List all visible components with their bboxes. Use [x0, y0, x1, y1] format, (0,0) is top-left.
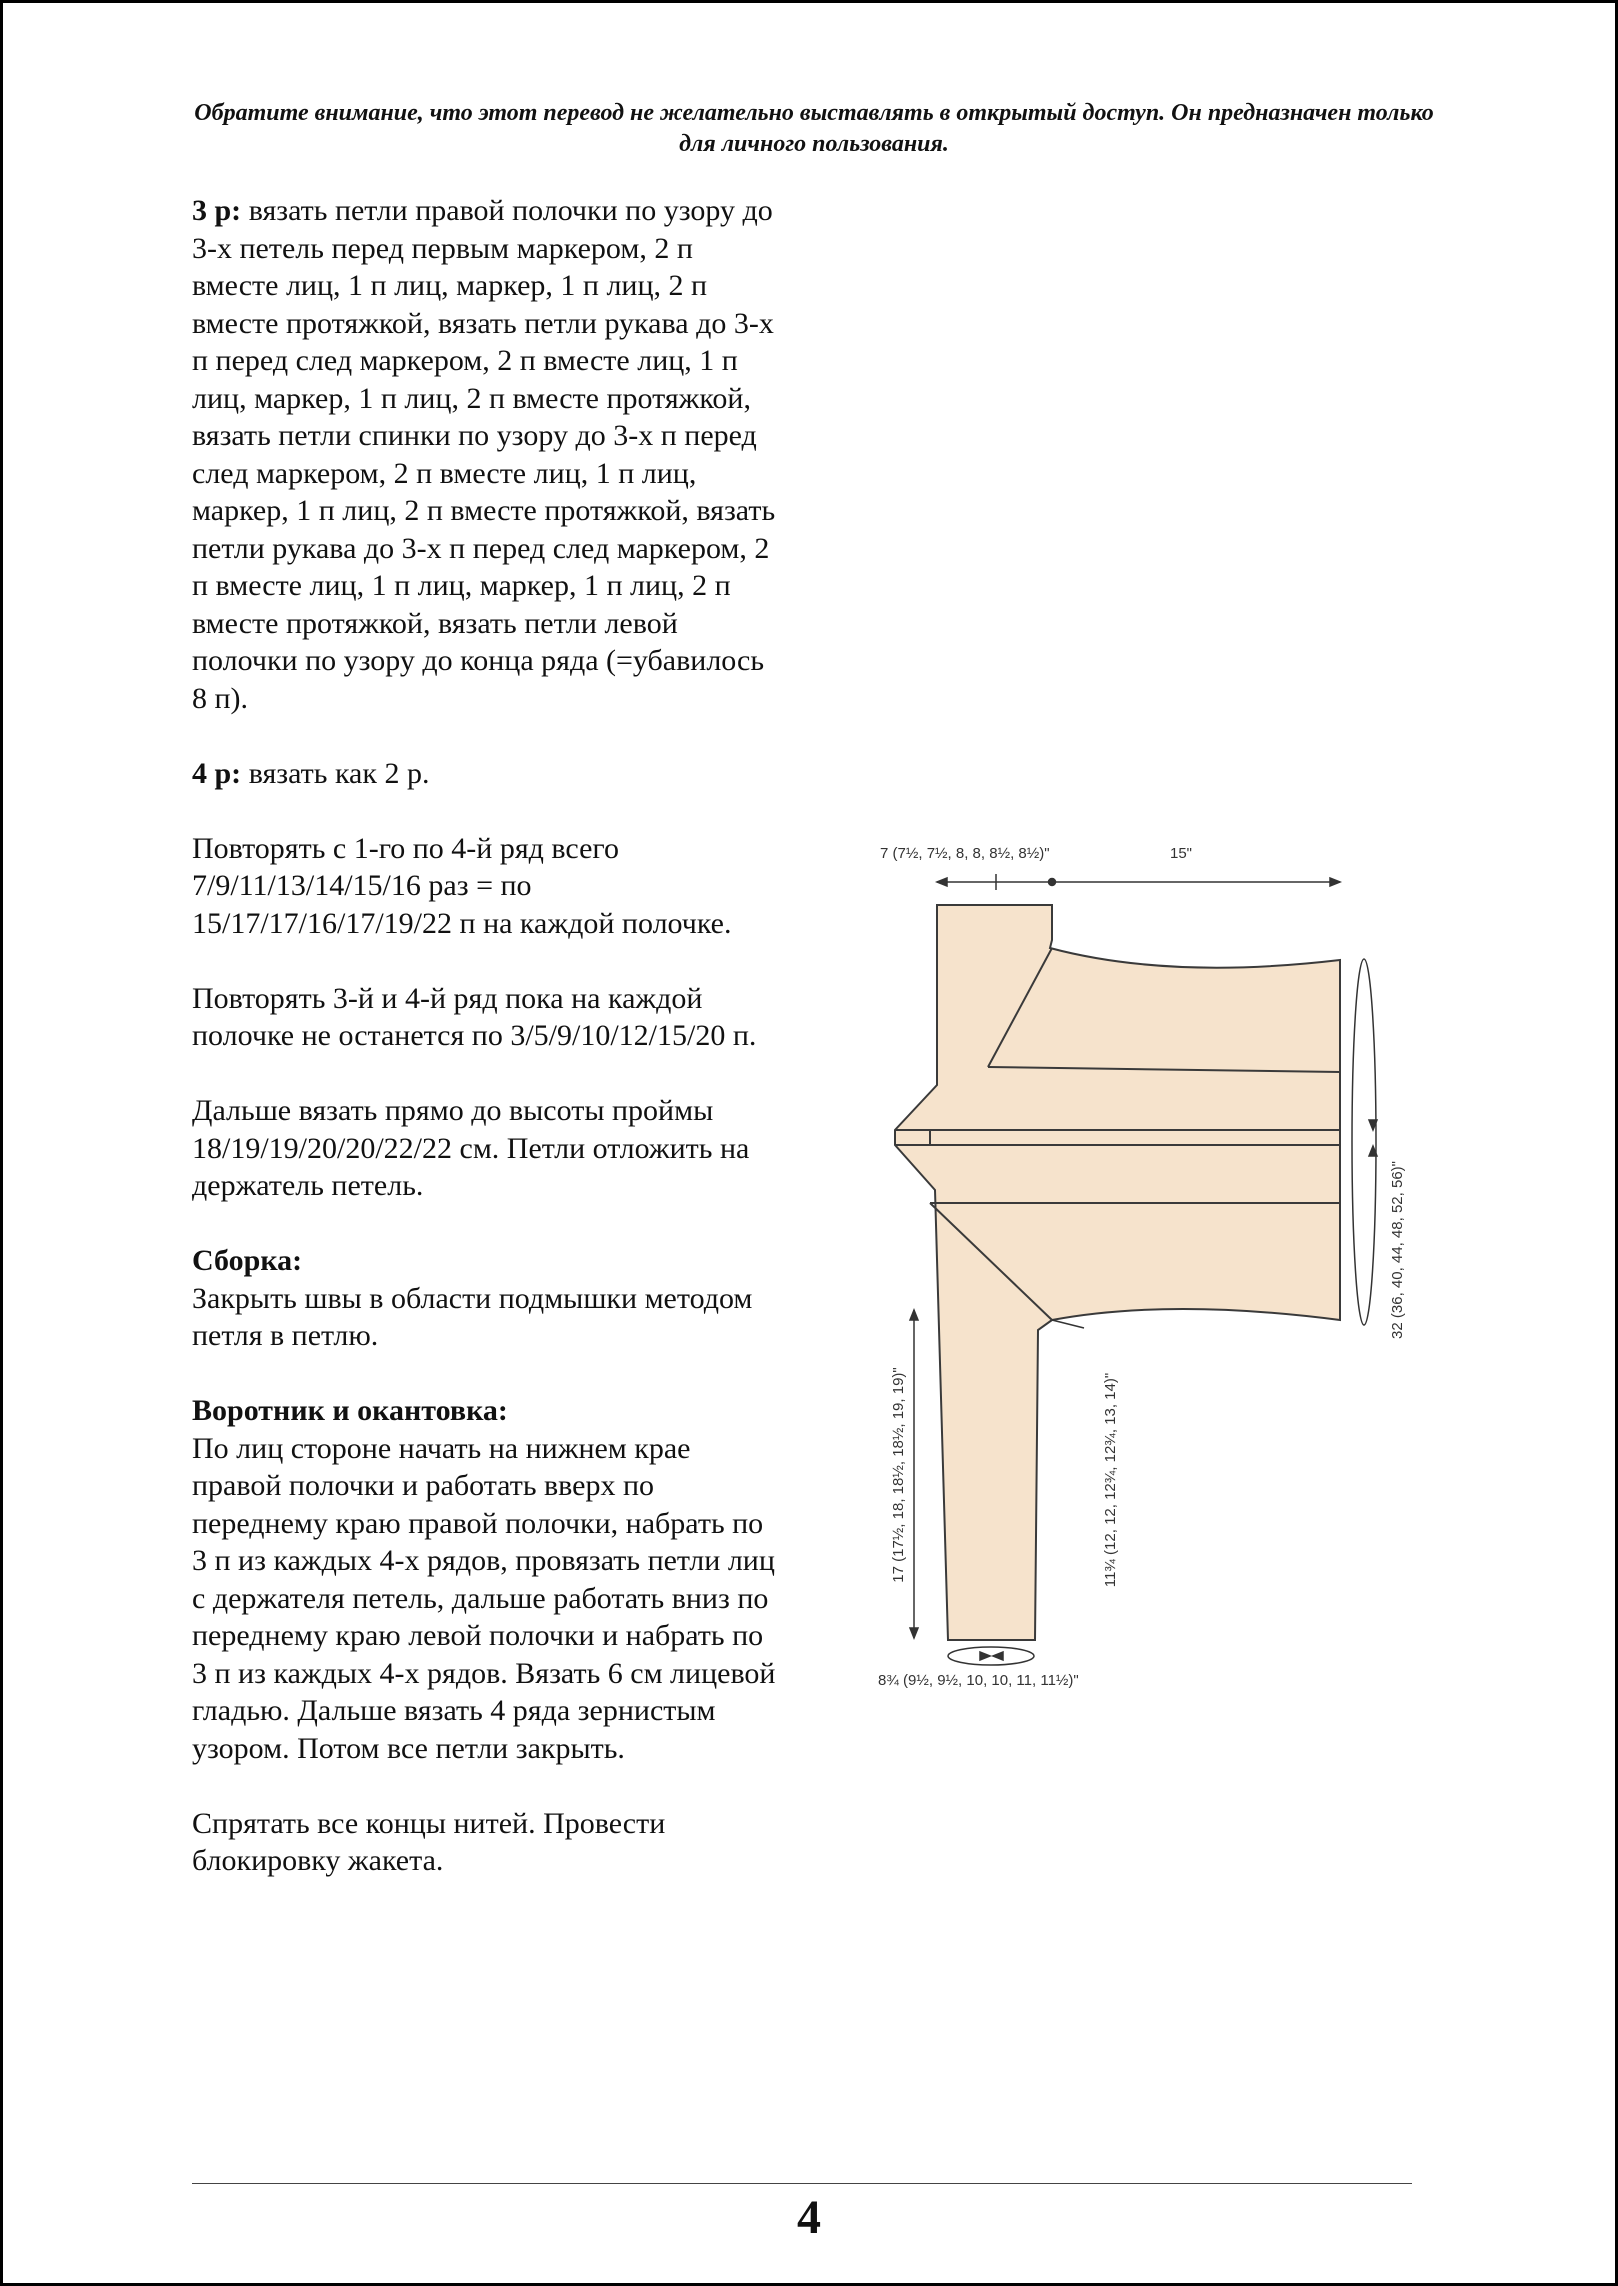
instructions-column [192, 192, 782, 1917]
assembly-text: Закрыть швы в области подмышки методом петля в петлю. [192, 1281, 753, 1352]
sleeve-arrow-left [980, 1652, 990, 1660]
top-left-label: 7 (7½, 7½, 8, 8, 8½, 8½)" [880, 845, 1050, 862]
assembly-paragraph [192, 1242, 782, 1355]
left-label: 17 (17½, 18, 18½, 18½, 19, 19)" [890, 1367, 907, 1583]
finish-paragraph: Спрятать все концы нитей. Провести блокировку жакета. [192, 1806, 666, 1877]
repeat-1-paragraph: Повторять с 1-го по 4-й ряд всего 7/9/11/13/14/15/16 раз = по 15/17/17/16/17/19/22 п на каждой полочке. [192, 831, 732, 940]
top-dim-arrow-right [1330, 878, 1340, 886]
bottom-label: 8¾ (9½, 9½, 10, 10, 11, 11½)" [878, 1672, 1079, 1689]
mid-dim-leader [1052, 1320, 1084, 1328]
schematic-diagram [870, 830, 1430, 1710]
collar-paragraph [192, 1392, 782, 1767]
top-right-label: 15" [1170, 845, 1193, 862]
footer-divider [192, 2183, 1412, 2184]
left-dim-arrow-bottom [910, 1628, 918, 1638]
top-dim-dot [1049, 879, 1056, 886]
collar-title: Воротник и окантовка: [192, 1394, 508, 1427]
notice-text: Обратите внимание, что этот перевод не желательно выставлять в открытый доступ. Он предназначен только для личного пользования. [194, 100, 1434, 157]
continue-paragraph: Дальше вязать прямо до высоты проймы 18/19/19/20/20/22/22 см. Петли отложить на держатель петель. [192, 1094, 750, 1202]
assembly-title: Сборка: [192, 1244, 303, 1277]
row-3-label: 3 р: [192, 194, 242, 227]
top-dim-arrow-left [937, 878, 947, 886]
page-number: 4 [797, 2191, 821, 2244]
right-label: 32 (36, 40, 44, 48, 52, 56)" [1389, 1161, 1406, 1339]
row-4-paragraph [192, 755, 782, 793]
left-dim-arrow-top [910, 1310, 918, 1320]
repeat-2-paragraph: Повторять 3-й и 4-й ряд пока на каждой полочке не останется по 3/5/9/10/12/15/20 п. [192, 981, 757, 1052]
row-3-paragraph [192, 192, 782, 717]
collar-text: По лиц стороне начать на нижнем крае правой полочки и работать вверх по переднему краю правой полочки, набрать по 3 п из каждых 4-х рядов, провязать петли лиц с держателя петель, дальше работать вниз по переднему краю левой полочки и набрать по 3 п из каждых 4-х рядов. Вязать 6 см лицевой гладью. Дальше вязать 4 ряда зернистым узором. Потом все петли закрыть. [192, 1431, 776, 1765]
row-4-label: 4 р: [192, 756, 242, 790]
row-4-text: вязать как 2 р. [241, 756, 430, 790]
mid-label: 11¾ (12, 12, 12¾, 12¾, 13, 14)" [1102, 1372, 1119, 1588]
row-3-text: вязать петли правой полочки по узору до 3-х петель перед первым маркером, 2 п вместе лиц, 1 п лиц, маркер, 1 п лиц, 2 п вместе протяжкой, вязать петли рукава до 3-х п перед след маркером, 2 п вместе лиц, 1 п лиц, маркер, 1 п лиц, 2 п вместе протяжкой, вязать петли спинки по узору до 3-х п перед след маркером, 2 п вместе лиц, 1 п лиц, маркер, 1 п лиц, 2 п вместе протяжкой, вязать петли рукава до 3-х п перед след маркером, 2 п вместе лиц, 1 п лиц, маркер, 1 п лиц, 2 п вместе протяжкой, вязать петли левой полочки по узору до конца ряда (=убавилось 8 п). [192, 194, 776, 715]
sleeve-arrow-right [993, 1652, 1003, 1660]
chest-ellipse [1352, 959, 1376, 1325]
